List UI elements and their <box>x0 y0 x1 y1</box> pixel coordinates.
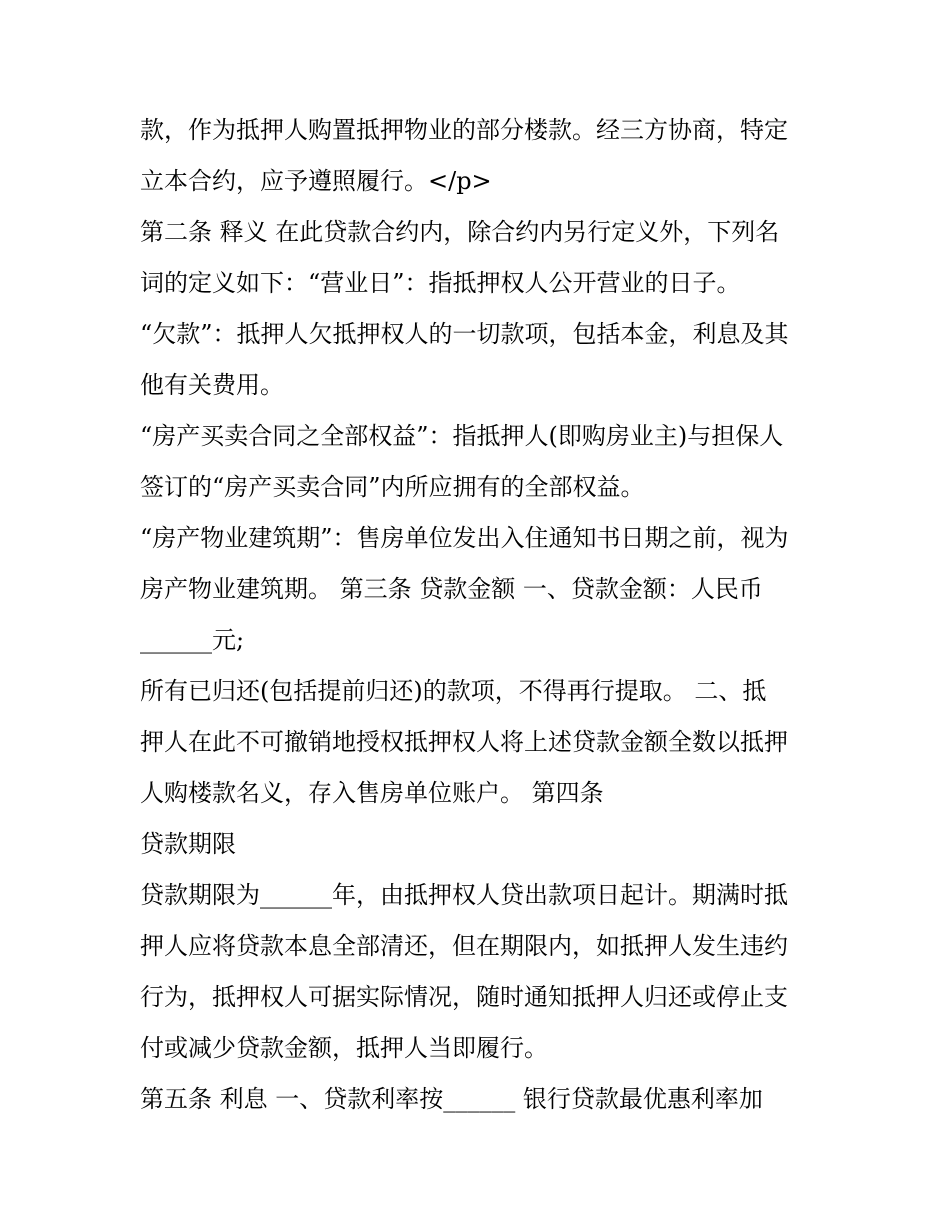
text-line: 签订的“房产买卖合同”内所应拥有的全部权益。 <box>140 473 645 501</box>
text-line: 付或减少贷款金额，抵押人当即履行。 <box>140 1034 548 1062</box>
text-line: 第五条 利息 一、贷款利率按______ 银行贷款最优惠利率加 <box>140 1085 763 1113</box>
text-line: 他有关费用。 <box>140 371 284 399</box>
text-line: 行为，抵押权人可据实际情况，随时通知抵押人归还或停止支 <box>140 983 788 1011</box>
text-line: 所有已归还(包括提前归还)的款项，不得再行提取。 二、抵 <box>140 677 767 705</box>
text-line: “房产物业建筑期”：售房单位发出入住通知书日期之前，视为 <box>140 524 789 552</box>
text-line: 房产物业建筑期。 第三条 贷款金额 一、贷款金额：人民币 <box>140 575 763 603</box>
text-line: 立本合约，应予遵照履行。</p> <box>140 167 492 195</box>
text-line: 词的定义如下：“营业日”：指抵押权人公开营业的日子。 <box>140 269 741 297</box>
text-line: “房产买卖合同之全部权益”：指抵押人(即购房业主)与担保人 <box>140 422 784 450</box>
contract-text <box>140 108 830 1128</box>
text-line: “欠款”：抵押人欠抵押权人的一切款项，包括本金，利息及其 <box>140 320 789 348</box>
text-line: 贷款期限为______年，由抵押权人贷出款项日起计。期满时抵 <box>140 881 788 909</box>
text-line: 押人在此不可撤销地授权抵押权人将上述贷款金额全数以抵押 <box>140 728 788 756</box>
text-line: 押人应将贷款本息全部清还，但在期限内，如抵押人发生违约 <box>140 932 788 960</box>
text-line: 人购楼款名义，存入售房单位账户。 第四条 <box>140 779 604 807</box>
text-line: 款，作为抵押人购置抵押物业的部分楼款。经三方协商，特定 <box>140 116 788 144</box>
text-line: ______元; <box>140 626 245 654</box>
text-line: 第二条 释义 在此贷款合约内，除合约内另行定义外，下列名 <box>140 218 780 246</box>
text-line: 贷款期限 <box>140 830 236 858</box>
